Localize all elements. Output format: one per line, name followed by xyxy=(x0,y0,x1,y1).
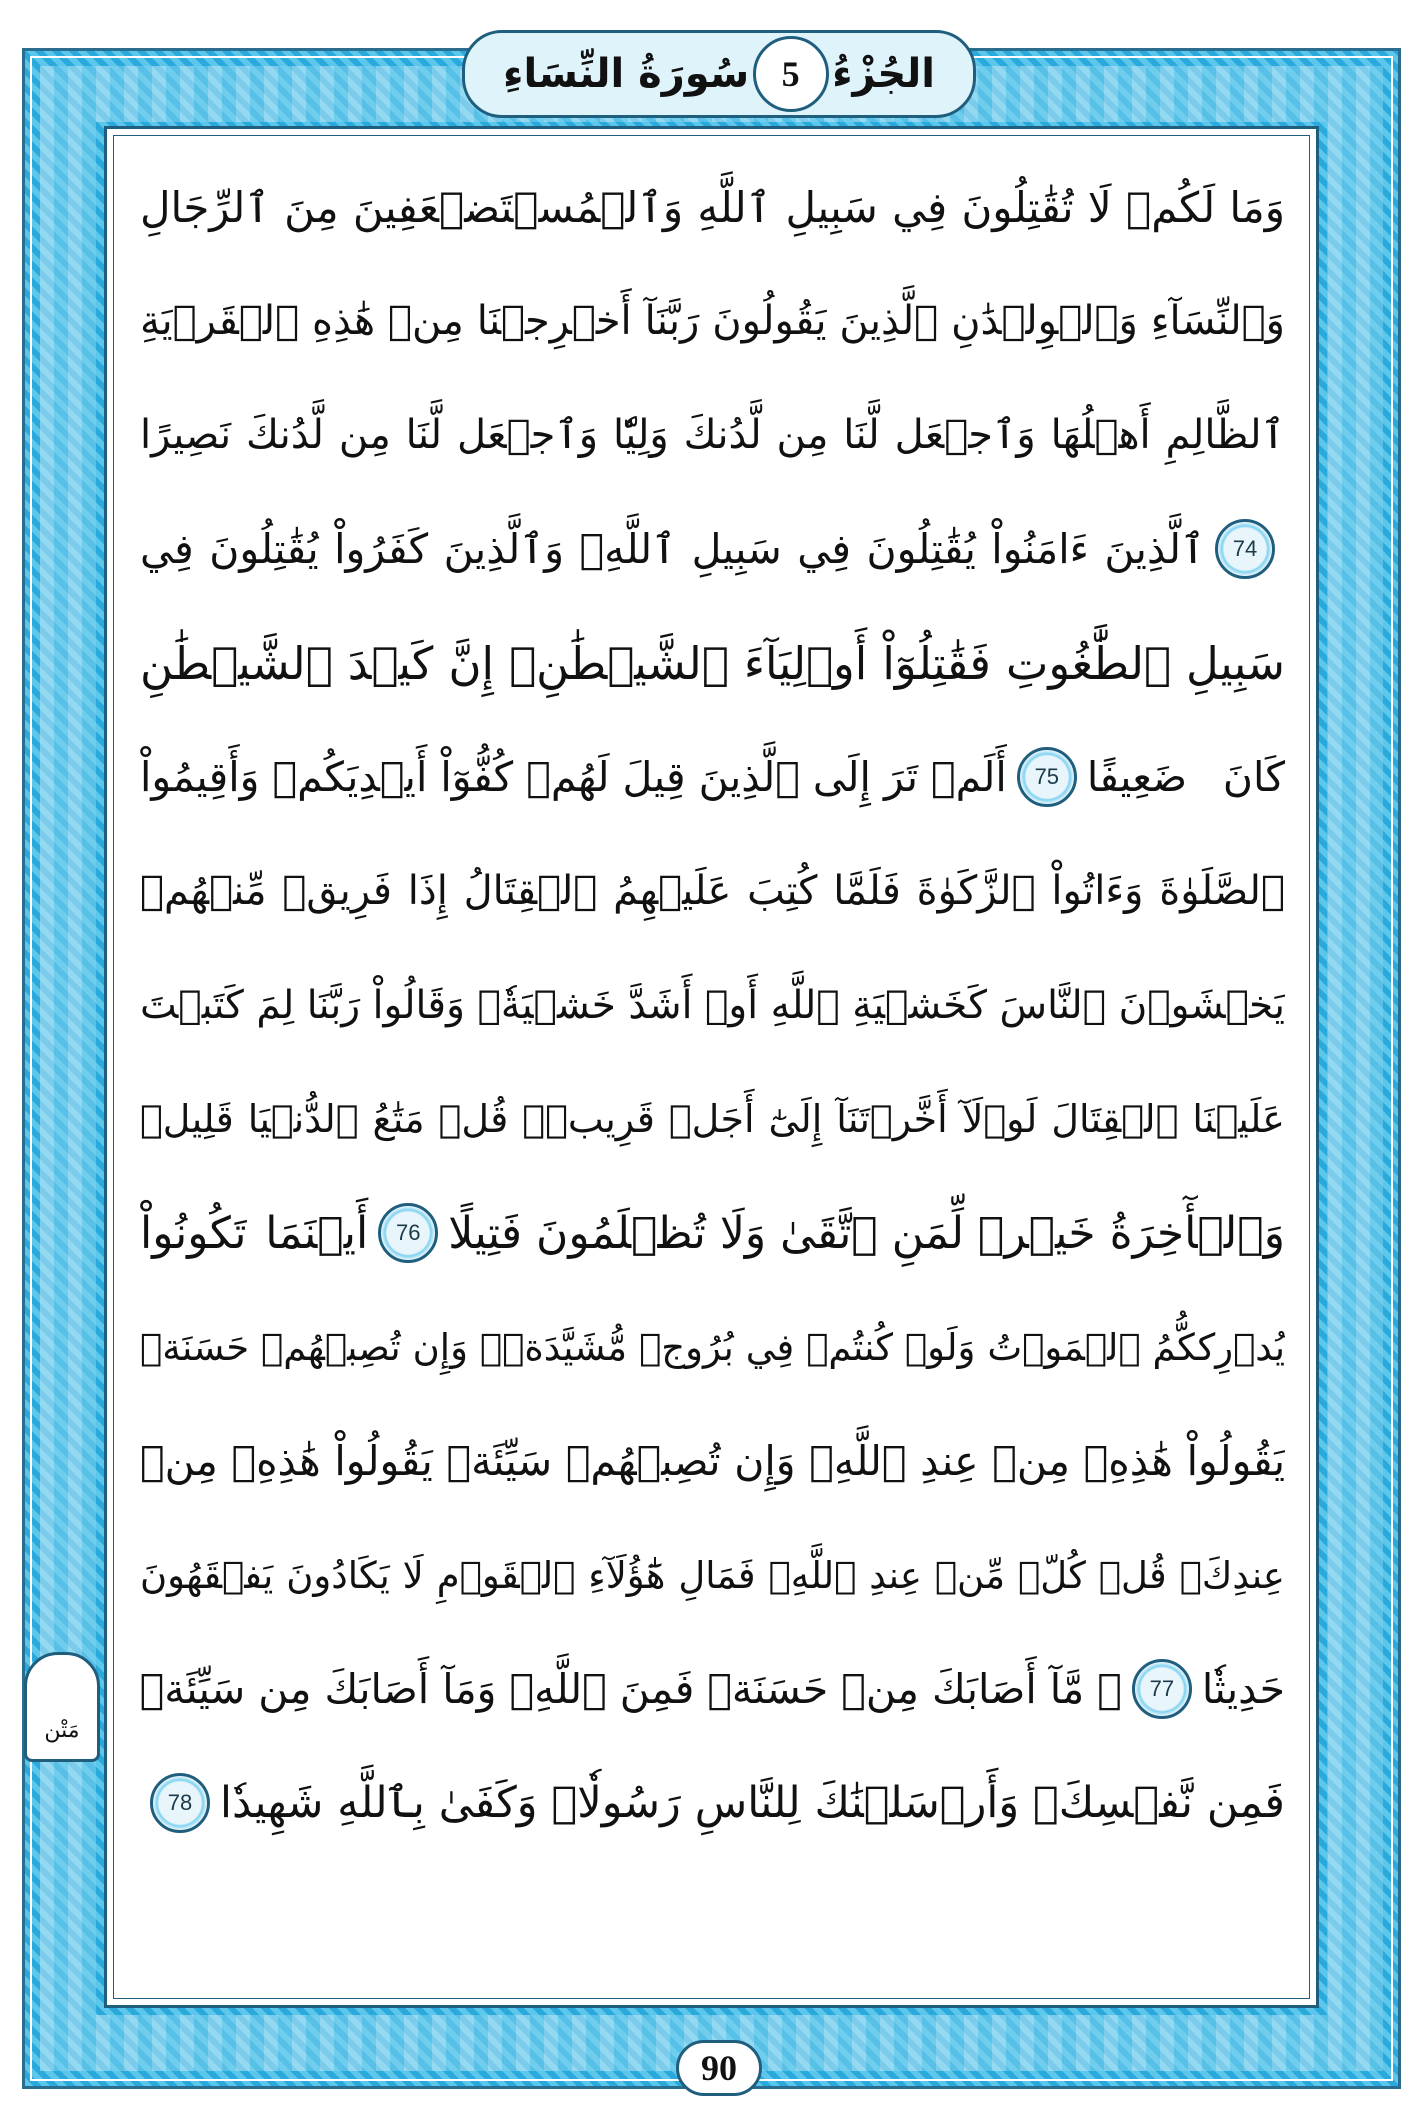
verse-line xyxy=(140,264,1285,378)
verse-text: عَلَيۡنَا ٱلۡقِتَالَ لَوۡلَآ أَخَّرۡتَنَآ إِلَىٰٓ أَجَلٖ قَرِيبٖۗ قُلۡ مَتَٰعُ ٱلدُّنۡيَا قَلِيلٞ xyxy=(140,1097,1285,1141)
verse-text: حَدِيثٗا xyxy=(1201,1665,1285,1713)
verse-line xyxy=(140,1518,1285,1632)
verse-line xyxy=(140,1176,1285,1290)
verse-text: يُدۡرِككُّمُ ٱلۡمَوۡتُ وَلَوۡ كُنتُمۡ فِي بُرُوجٖ مُّشَيَّدَةٖۗ وَإِن تُصِبۡهُمۡ حَسَنَةٞ xyxy=(140,1325,1285,1369)
ayah-number-marker: 78 xyxy=(150,1773,210,1833)
ayah-number-marker: 75 xyxy=(1017,747,1077,807)
verse-text: أَلَمۡ تَرَ إِلَى ٱلَّذِينَ قِيلَ لَهُمۡ كُفُّوٓاْ أَيۡدِيَكُمۡ وَأَقِيمُواْ xyxy=(140,753,1007,801)
ayah-number-marker: 76 xyxy=(378,1203,438,1263)
verse-line xyxy=(140,720,1285,834)
verse-line xyxy=(140,834,1285,948)
verse-line xyxy=(140,1746,1285,1860)
page-number: 90 xyxy=(676,2040,762,2096)
verse-text: يَخۡشَوۡنَ ٱلنَّاسَ كَخَشۡيَةِ ٱللَّهِ أَوۡ أَشَدَّ خَشۡيَةٗۚ وَقَالُواْ رَبَّنَا لِمَ كَتَبۡتَ xyxy=(140,982,1285,1028)
verse-text: ٱلَّذِينَ ءَامَنُواْ يُقَٰتِلُونَ فِي سَبِيلِ ٱللَّهِۖ وَٱلَّذِينَ كَفَرُواْ يُقَٰتِلُونَ فِي xyxy=(140,525,1205,573)
verse-line xyxy=(140,606,1285,720)
verse-line xyxy=(140,1062,1285,1176)
verse-text: وَٱلۡأٓخِرَةُ خَيۡرٞ لِّمَنِ ٱتَّقَىٰ وَلَا تُظۡلَمُونَ فَتِيلًا xyxy=(448,1207,1285,1259)
ayah-number-marker: 77 xyxy=(1132,1659,1192,1719)
verse-text: كَانَ ضَعِيفًا xyxy=(1086,753,1285,801)
verse-text: وَمَا لَكُمۡ لَا تُقَٰتِلُونَ فِي سَبِيلِ ٱللَّهِ وَٱلۡمُسۡتَضۡعَفِينَ مِنَ ٱلرِّجَالِ xyxy=(140,182,1285,232)
verse-text: ۞ مَّآ أَصَابَكَ مِنۡ حَسَنَةٖ فَمِنَ ٱللَّهِۖ وَمَآ أَصَابَكَ مِن سَيِّئَةٖ xyxy=(140,1665,1122,1713)
side-emblem-label: مَتْن xyxy=(44,1718,80,1743)
verse-text: ٱلظَّالِمِ أَهۡلُهَا وَٱجۡعَل لَّنَا مِن لَّدُنكَ وَلِيّٗا وَٱجۡعَل لَّنَا مِن لَّدُنكَ نَصِيرًا xyxy=(140,412,1285,458)
verse-line xyxy=(140,1290,1285,1404)
verse-line xyxy=(140,1632,1285,1746)
juz-number-badge: 5 xyxy=(753,36,829,112)
verse-text: يَقُولُواْ هَٰذِهِۦ مِنۡ عِندِ ٱللَّهِۖ وَإِن تُصِبۡهُمۡ سَيِّئَةٞ يَقُولُواْ هَٰذِهِۦ مِنۡ xyxy=(140,1437,1285,1485)
verse-line xyxy=(140,1404,1285,1518)
side-emblem xyxy=(24,1652,100,1762)
verse-line xyxy=(140,948,1285,1062)
verse-text: وَٱلنِّسَآءِ وَٱلۡوِلۡدَٰنِ ٱلَّذِينَ يَقُولُونَ رَبَّنَآ أَخۡرِجۡنَا مِنۡ هَٰذِهِ ٱلۡقَرۡيَةِ xyxy=(140,298,1285,344)
juz-label: الجُزْءُ xyxy=(832,51,935,97)
verses-body xyxy=(140,150,1285,1990)
verse-line xyxy=(140,150,1285,264)
verse-line xyxy=(140,492,1285,606)
verse-text: سَبِيلِ ٱلطَّٰغُوتِ فَقَٰتِلُوٓاْ أَوۡلِيَآءَ ٱلشَّيۡطَٰنِۖ إِنَّ كَيۡدَ ٱلشَّيۡطَٰنِ xyxy=(140,636,1285,690)
verse-text: ٱلصَّلَوٰةَ وَءَاتُواْ ٱلزَّكَوٰةَ فَلَمَّا كُتِبَ عَلَيۡهِمُ ٱلۡقِتَالُ إِذَا فَرِيقٞ مِّنۡهُمۡ xyxy=(140,868,1285,914)
verse-text: فَمِن نَّفۡسِكَۚ وَأَرۡسَلۡنَٰكَ لِلنَّاسِ رَسُولٗاۚ وَكَفَىٰ بِٱللَّهِ شَهِيدٗا xyxy=(220,1778,1285,1828)
verse-text: أَيۡنَمَا تَكُونُواْ xyxy=(140,1207,369,1259)
ayah-number-marker: 74 xyxy=(1215,519,1275,579)
verse-line xyxy=(140,378,1285,492)
surah-title: سُورَةُ النِّسَاءِ xyxy=(503,51,750,97)
verse-text: عِندِكَۚ قُلۡ كُلّٞ مِّنۡ عِندِ ٱللَّهِۖ فَمَالِ هَٰٓؤُلَآءِ ٱلۡقَوۡمِ لَا يَكَادُونَ يَفۡقَهُونَ xyxy=(140,1553,1285,1597)
page-header xyxy=(462,30,976,118)
